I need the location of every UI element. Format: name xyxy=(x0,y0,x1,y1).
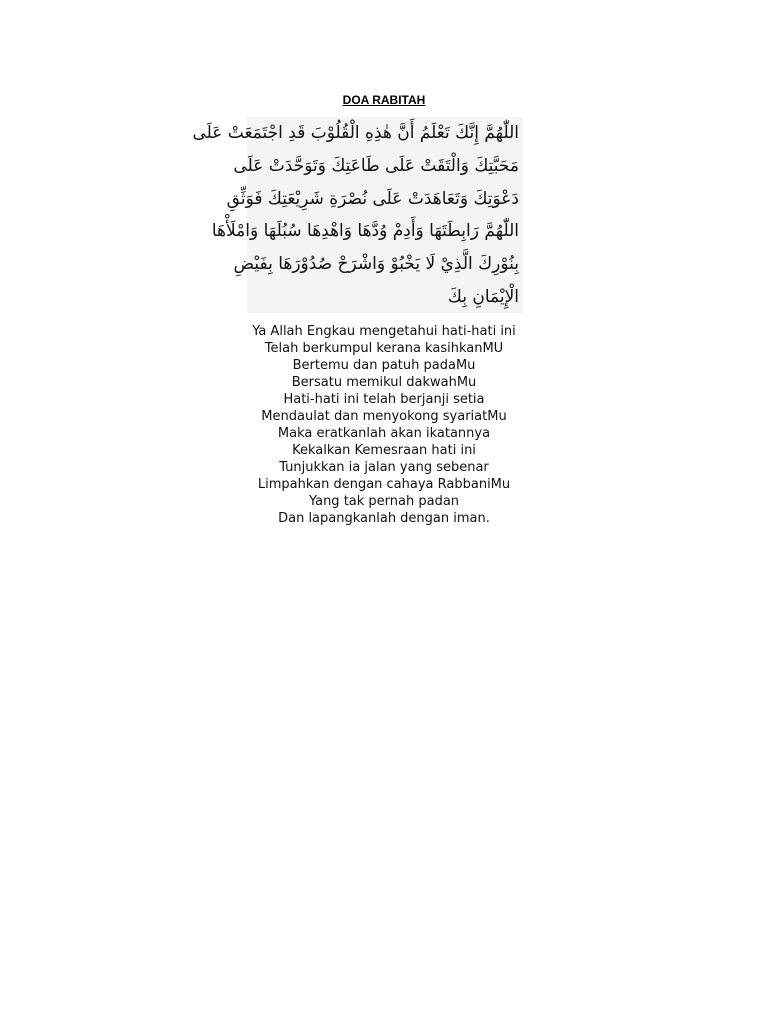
translation-line: Kekalkan Kemesraan hati ini xyxy=(292,443,476,458)
translation-line: Mendaulat dan menyokong syariatMu xyxy=(261,409,507,424)
arabic-line: دَعْوَتِكَ وَتَعَاهَدَتْ عَلَى نُصْرَةِ شَرِيْعَتِكَ فَوَثِّقِ xyxy=(226,188,519,209)
arabic-line: الْإِيْمَانِ بِكَ xyxy=(447,286,519,307)
translation-line: Hati-hati ini telah berjanji setia xyxy=(283,392,485,407)
arabic-line: اللّٰهُمَّ رَابِطَتَهَا وَأَدِمْ وُدَّهَا وَاهْدِهَا سُبُلَهَا وَامْلَأْهَا xyxy=(211,221,519,242)
translation-line: Limpahkan dengan cahaya RabbaniMu xyxy=(257,477,511,492)
arabic-text-block xyxy=(192,117,523,313)
document-title: DOA RABITAH xyxy=(342,93,426,107)
translation-line: Tunjukkan ia jalan yang sebenar xyxy=(279,460,489,475)
translation-line: Dan lapangkanlah dengan iman. xyxy=(278,511,490,526)
translation-line: Ya Allah Engkau mengetahui hati-hati ini xyxy=(252,324,516,339)
translation-line: Maka eratkanlah akan ikatannya xyxy=(277,426,491,441)
translation-line: Telah berkumpul kerana kasihkanMU xyxy=(264,341,504,356)
translation-text xyxy=(0,323,768,527)
translation-line: Bersatu memikul dakwahMu xyxy=(291,375,477,390)
arabic-line: بِنُوْرِكَ الَّذِيْ لَا يَخْبُوْ وَاشْرَحْ صُدُوْرَهَا بِفَيْضِ xyxy=(233,254,519,275)
translation-line: Bertemu dan patuh padaMu xyxy=(292,358,476,373)
translation-line: Yang tak pernah padan xyxy=(308,494,460,509)
arabic-line: اللّٰهُمَّ إِنَّكَ تَعْلَمُ أَنَّ هٰذِهِ الْقُلُوْبَ قَدِ اجْتَمَعَتْ عَلَى xyxy=(192,123,519,143)
arabic-line: مَحَبَّتِكَ وَالْتَقَتْ عَلَى طَاعَتِكَ وَتَوَحَّدَتْ عَلَى xyxy=(233,155,519,176)
